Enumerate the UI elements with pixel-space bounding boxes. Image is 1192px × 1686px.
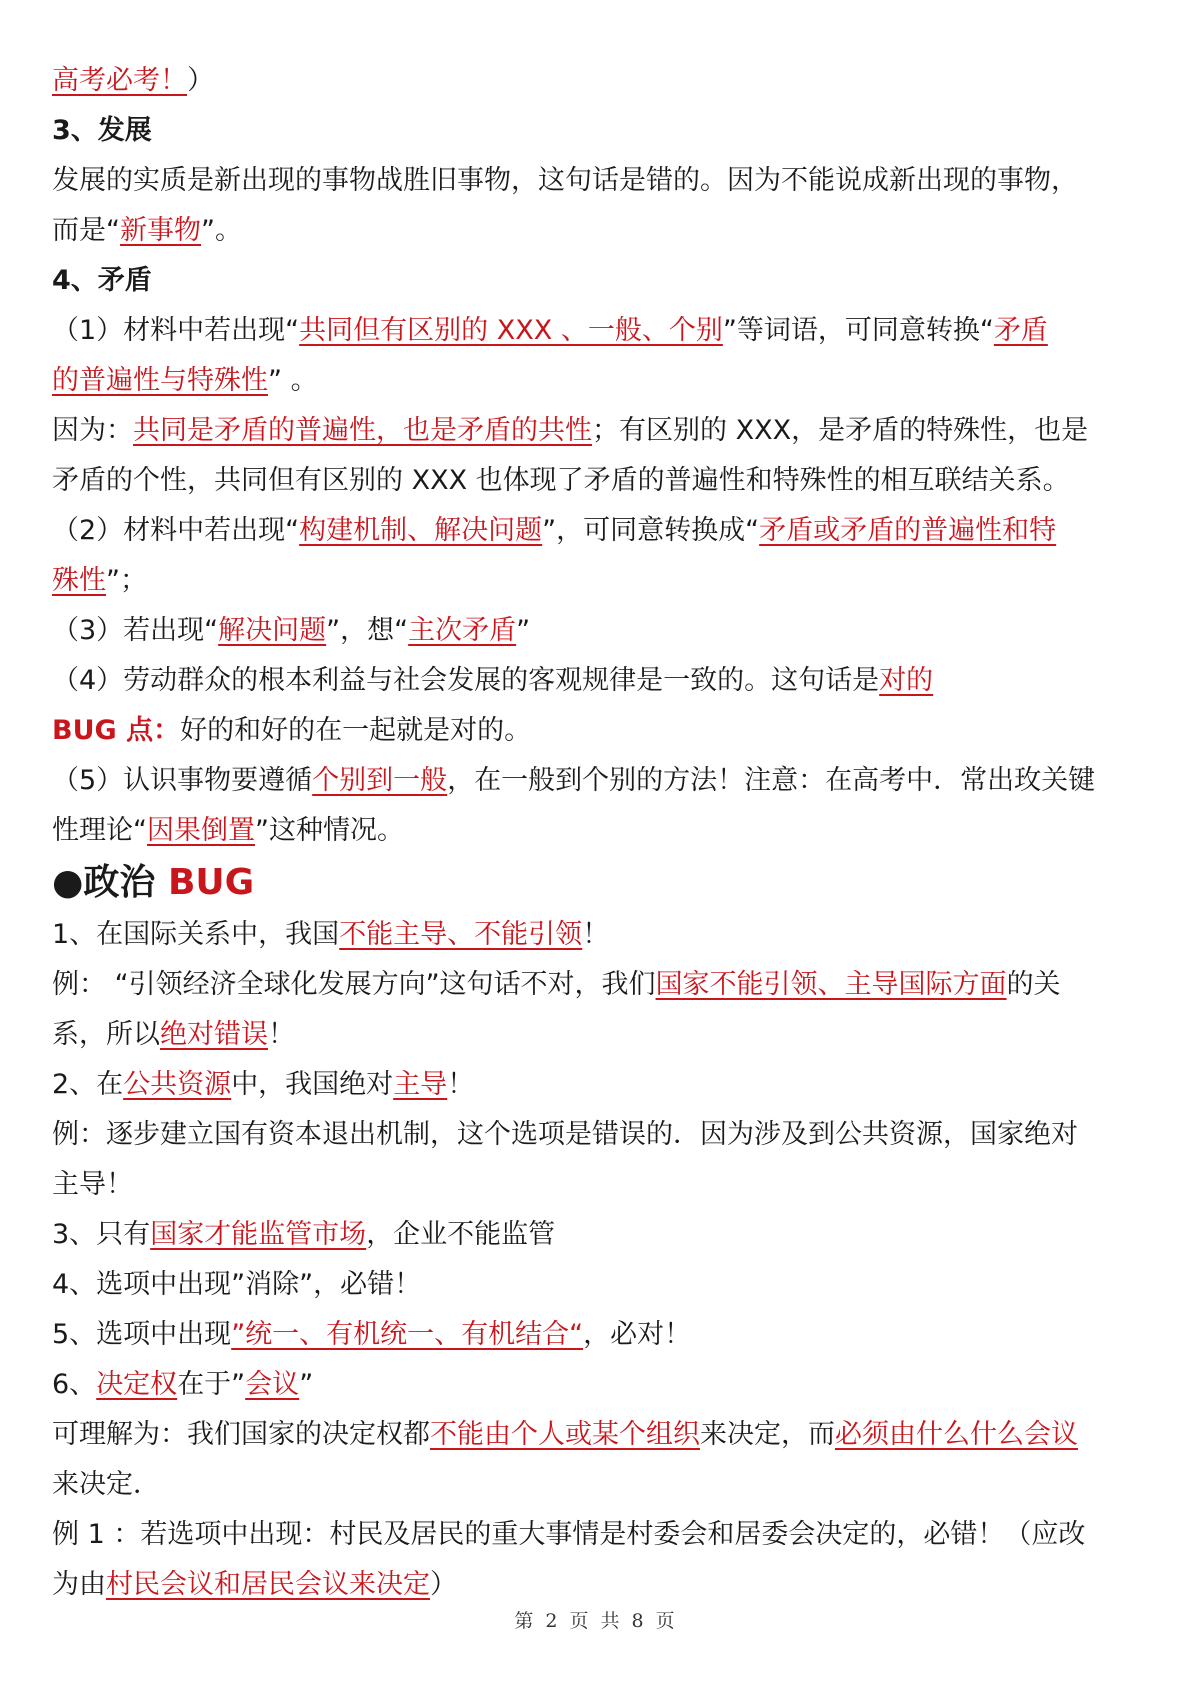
text-segment: ；有区别的 XXX，是矛盾的特殊性，也是 bbox=[592, 415, 1089, 446]
text-line bbox=[52, 1260, 1152, 1310]
text-segment: ”； bbox=[106, 565, 147, 596]
text-segment: ”，想“ bbox=[326, 615, 409, 646]
text-line bbox=[52, 806, 1152, 856]
text-segment: ” 。 bbox=[268, 365, 318, 396]
text-segment: 而是“ bbox=[52, 215, 120, 246]
highlighted-text: 的普遍性与特殊性 bbox=[52, 365, 268, 396]
highlighted-text: 绝对错误 bbox=[160, 1019, 268, 1050]
text-segment: 来决定． bbox=[52, 1469, 160, 1500]
philosophy-block bbox=[52, 56, 1152, 856]
text-segment: 为由 bbox=[52, 1569, 106, 1600]
highlighted-text: 因果倒置 bbox=[147, 815, 255, 846]
text-segment: 因为： bbox=[52, 415, 133, 446]
text-line bbox=[52, 1160, 1152, 1210]
text-line bbox=[52, 656, 1152, 706]
text-line bbox=[52, 456, 1152, 506]
text-segment: 矛盾的个性，共同但有区别的 XXX 也体现了矛盾的普遍性和特殊性的相互联结关系。 bbox=[52, 465, 1070, 496]
text-line bbox=[52, 1410, 1152, 1460]
highlighted-text: 决定权 bbox=[96, 1369, 178, 1400]
text-line bbox=[52, 1560, 1152, 1610]
text-line bbox=[52, 1360, 1152, 1410]
text-segment: 系，所以 bbox=[52, 1019, 160, 1050]
text-line bbox=[52, 406, 1152, 456]
text-line bbox=[52, 306, 1152, 356]
text-segment: 2、在 bbox=[52, 1069, 124, 1100]
text-line bbox=[52, 1510, 1152, 1560]
highlighted-text: 新事物 bbox=[120, 215, 201, 246]
text-segment: 5、选项中出现 bbox=[52, 1319, 232, 1350]
text-segment: 例：逐步建立国有资本退出机制，这个选项是错误的．因为涉及到公共资源，国家绝对 bbox=[52, 1119, 1078, 1150]
text-segment: ！ bbox=[268, 1019, 295, 1050]
highlighted-text: 村民会议和居民会议来决定 bbox=[106, 1569, 430, 1600]
text-line bbox=[52, 960, 1152, 1010]
text-line bbox=[52, 156, 1152, 206]
highlighted-text: 共同但有区别的 XXX 、一般、个别 bbox=[299, 315, 723, 346]
highlighted-text: ”统一、有机统一、有机结合“ bbox=[231, 1319, 584, 1350]
text-segment: 发展的实质是新出现的事物战胜旧事物，这句话是错的。因为不能说成新出现的事物， bbox=[52, 165, 1078, 196]
text-segment: ！ bbox=[447, 1069, 475, 1100]
highlighted-text: 不能主导、不能引领 bbox=[339, 919, 583, 950]
highlighted-text: 主次矛盾 bbox=[408, 615, 517, 646]
highlighted-text: 必须由什么什么会议 bbox=[835, 1419, 1078, 1450]
text-segment: 3、只有 bbox=[52, 1219, 151, 1250]
text-segment: 4、选项中出现”消除”，必错！ bbox=[52, 1269, 422, 1300]
text-line bbox=[52, 606, 1152, 656]
document-content bbox=[52, 56, 1152, 1610]
text-line bbox=[52, 206, 1152, 256]
highlighted-text: 解决问题 bbox=[218, 615, 327, 646]
text-segment: 3、发展 bbox=[52, 115, 152, 146]
text-segment: 例： “引领经济全球化发展方向”这句话不对，我们 bbox=[52, 969, 656, 1000]
text-segment: 性理论“ bbox=[52, 815, 147, 846]
text-segment: 来决定，而 bbox=[700, 1419, 835, 1450]
section-title-text: 政治 bbox=[83, 862, 168, 903]
text-segment: 4、矛盾 bbox=[52, 265, 152, 296]
text-segment: ，企业不能监管 bbox=[366, 1219, 556, 1250]
text-segment: （3）若出现“ bbox=[52, 615, 219, 646]
text-segment: ”。 bbox=[201, 215, 242, 246]
page-footer: 第 2 页 共 8 页 bbox=[514, 1610, 678, 1632]
text-line bbox=[52, 1010, 1152, 1060]
section-title-accent: BUG bbox=[167, 862, 255, 903]
text-line bbox=[52, 910, 1152, 960]
text-segment: 的关 bbox=[1006, 969, 1061, 1000]
text-segment: ） bbox=[187, 65, 214, 96]
text-line bbox=[52, 1060, 1152, 1110]
highlighted-text: 国家不能引领、主导国际方面 bbox=[655, 969, 1007, 1000]
highlighted-text: 国家才能监管市场 bbox=[150, 1219, 367, 1250]
text-segment: （5）认识事物要遵循 bbox=[52, 765, 313, 796]
text-segment: 主导！ bbox=[52, 1169, 133, 1200]
text-segment: 例 1 ：若选项中出现：村民及居民的重大事情是村委会和居委会决定的，必错！（应改 bbox=[52, 1519, 1086, 1550]
politics-block bbox=[52, 910, 1152, 1610]
text-line bbox=[52, 556, 1152, 606]
bullet-icon: ● bbox=[52, 862, 84, 903]
text-segment: 好的和好的在一起就是对的。 bbox=[180, 715, 532, 746]
text-segment: ”这种情况。 bbox=[255, 815, 404, 846]
text-line bbox=[52, 1460, 1152, 1510]
text-line bbox=[52, 1210, 1152, 1260]
text-segment: ，必对！ bbox=[583, 1319, 692, 1350]
text-line bbox=[52, 506, 1152, 556]
highlighted-text: 高考必考！ bbox=[52, 65, 187, 96]
text-line bbox=[52, 1310, 1152, 1360]
text-line bbox=[52, 1110, 1152, 1160]
text-line bbox=[52, 706, 1152, 756]
text-segment: 在于” bbox=[177, 1369, 246, 1400]
text-segment: 可理解为：我们国家的决定权都 bbox=[52, 1419, 430, 1450]
text-line bbox=[52, 256, 1152, 306]
highlighted-text: 对的 bbox=[879, 665, 934, 696]
text-line bbox=[52, 756, 1152, 806]
text-segment: ！ bbox=[582, 919, 610, 950]
text-segment: 6、 bbox=[52, 1369, 97, 1400]
text-segment: ，在一般到个别的方法！注意：在高考中．常出玫关键 bbox=[447, 765, 1096, 796]
text-segment: ” bbox=[299, 1369, 314, 1400]
text-line bbox=[52, 356, 1152, 406]
highlighted-text: 不能由个人或某个组织 bbox=[430, 1419, 700, 1450]
text-segment: BUG 点： bbox=[52, 715, 181, 746]
text-segment: （1）材料中若出现“ bbox=[52, 315, 300, 346]
highlighted-text: 殊性 bbox=[52, 565, 106, 596]
text-line bbox=[52, 106, 1152, 156]
text-segment: 中，我国绝对 bbox=[231, 1069, 394, 1100]
text-segment: 1、在国际关系中，我国 bbox=[52, 919, 340, 950]
highlighted-text: 共同是矛盾的普遍性，也是矛盾的共性 bbox=[133, 415, 592, 446]
highlighted-text: 公共资源 bbox=[123, 1069, 232, 1100]
text-line bbox=[52, 56, 1152, 106]
section-title-politics-bug bbox=[52, 856, 1152, 910]
highlighted-text: 主导 bbox=[393, 1069, 448, 1100]
text-segment: （2）材料中若出现“ bbox=[52, 515, 300, 546]
highlighted-text: 会议 bbox=[245, 1369, 300, 1400]
highlighted-text: 个别到一般 bbox=[312, 765, 448, 796]
highlighted-text: 构建机制、解决问题 bbox=[299, 515, 543, 546]
highlighted-text: 矛盾或矛盾的普遍性和特 bbox=[759, 515, 1057, 546]
text-segment: ” bbox=[516, 615, 531, 646]
highlighted-text: 矛盾 bbox=[993, 315, 1048, 346]
text-segment: ”等词语，可同意转换“ bbox=[722, 315, 994, 346]
text-segment: ”，可同意转换成“ bbox=[542, 515, 760, 546]
text-segment: （4）劳动群众的根本利益与社会发展的客观规律是一致的。这句话是 bbox=[52, 665, 880, 696]
text-segment: ） bbox=[430, 1569, 457, 1600]
